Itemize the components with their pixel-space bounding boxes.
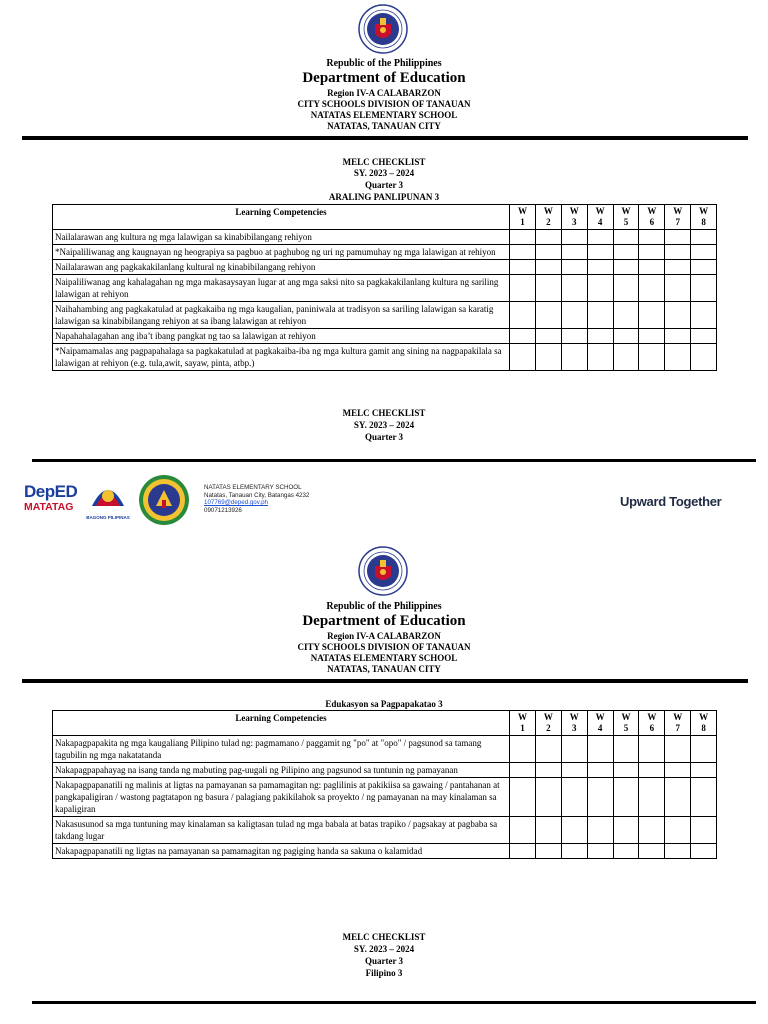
week-check-cell[interactable] [639,302,665,329]
competency-cell: Nailalarawan ang pagkakakilanlang kultural ng kinabibilangang rehiyon [53,260,510,275]
location-text: NATATAS, TANAUAN CITY [327,121,441,131]
week-check-cell[interactable] [665,260,691,275]
week-check-cell[interactable] [665,817,691,844]
table-row [53,260,717,275]
competency-table-esp [52,710,717,859]
week-check-cell[interactable] [691,844,717,859]
week-check-cell[interactable] [561,329,587,344]
week-check-cell[interactable] [510,329,536,344]
week-check-cell[interactable] [587,329,613,344]
week-check-cell[interactable] [561,817,587,844]
footer-phone: 09071213926 [204,506,242,514]
week-check-cell[interactable] [587,302,613,329]
week-check-cell[interactable] [691,275,717,302]
melc-title: MELC CHECKLIST [342,932,426,942]
week-check-cell[interactable] [535,844,561,859]
competency-cell: *Naipaliliwanag ang kaugnayan ng heograpiya sa pagbuo at paghubog ng uri ng pamumuhay ng mga lalawigan at rehiyon [53,245,510,260]
week-check-cell[interactable] [510,778,536,817]
week-header: W 2 [535,205,561,230]
week-check-cell[interactable] [691,260,717,275]
week-check-cell[interactable] [613,260,639,275]
division-text: CITY SCHOOLS DIVISION OF TANAUAN [297,99,471,109]
week-check-cell[interactable] [561,778,587,817]
week-check-cell[interactable] [665,736,691,763]
week-header: W 6 [639,711,665,736]
week-header: W 7 [665,205,691,230]
week-check-cell[interactable] [587,245,613,260]
table-row [53,302,717,329]
week-check-cell[interactable] [535,260,561,275]
table-row [53,230,717,245]
bagong-pilipinas-logo-icon [86,480,130,514]
table-row [53,245,717,260]
week-header: W 8 [691,711,717,736]
week-check-cell[interactable] [691,302,717,329]
school-year: SY. 2023 – 2024 [353,944,415,954]
week-check-cell[interactable] [613,844,639,859]
week-check-cell[interactable] [639,260,665,275]
week-check-cell[interactable] [561,302,587,329]
week-check-cell[interactable] [561,230,587,245]
table-row [53,763,717,778]
republic-text: Republic of the Philippines [326,601,442,612]
week-check-cell[interactable] [639,778,665,817]
week-check-cell[interactable] [691,763,717,778]
week-header: W 5 [613,711,639,736]
week-check-cell[interactable] [561,275,587,302]
bagong-pilipinas-text: BAGONG PILIPINAS [86,515,130,520]
week-check-cell[interactable] [639,230,665,245]
week-check-cell[interactable] [535,245,561,260]
quarter-label: Quarter 3 [364,180,404,190]
competency-table-ap [52,204,717,371]
week-check-cell[interactable] [665,344,691,371]
week-header: W 7 [665,711,691,736]
competency-cell: Nakapagpapahayag na isang tanda ng mabuting pag-uugali ng Pilipino ang pagsunod sa tuntunin ng pamayanan [53,763,510,778]
week-check-cell[interactable] [691,736,717,763]
week-header: W 8 [691,205,717,230]
week-check-cell[interactable] [587,817,613,844]
week-check-cell[interactable] [613,302,639,329]
region-text: Region IV-A CALABARZON [327,631,441,641]
school-seal-icon [138,474,190,526]
week-check-cell[interactable] [665,778,691,817]
week-header: W 2 [535,711,561,736]
week-check-cell[interactable] [613,344,639,371]
week-check-cell[interactable] [510,844,536,859]
week-check-cell[interactable] [535,329,561,344]
week-check-cell[interactable] [613,245,639,260]
week-header: W 1 [510,205,536,230]
week-check-cell[interactable] [535,763,561,778]
subject-title: ARALING PANLIPUNAN 3 [328,192,440,202]
competency-cell: Nakasusunod sa mga tuntuning may kinalaman sa kaligtasan tulad ng mga babala at batas trapiko / pagsakay at pagbaba sa takdang lugar [53,817,510,844]
week-check-cell[interactable] [691,778,717,817]
week-check-cell[interactable] [665,844,691,859]
week-check-cell[interactable] [510,302,536,329]
week-check-cell[interactable] [535,344,561,371]
table-row [53,344,717,371]
week-check-cell[interactable] [691,329,717,344]
deped-matatag-logo: DepED MATATAG [24,482,78,513]
week-check-cell[interactable] [665,245,691,260]
week-check-cell[interactable] [587,275,613,302]
competency-cell: Nakapagpapanatili ng malinis at ligtas na pamayanan sa pamamagitan ng: paglilinis at pakikiisa sa gawaing / pantahanan at pangkapaligiran / wastong pagtatapon ng basura / palagiang pakikilahok sa proyekto / ng pamayanan na may kinalaman sa kapaligiran [53,778,510,817]
week-header: W 1 [510,711,536,736]
week-check-cell[interactable] [587,736,613,763]
week-header: W 4 [587,205,613,230]
week-check-cell[interactable] [639,817,665,844]
competency-cell: *Naipamamalas ang pagpapahalaga sa pagkakatulad at pagkakaiba-iba ng mga kultura gamit ang sining na nagpapakilala sa lalawigan at rehiyon (e.g. tula,awit, sayaw, pinta, atbp.) [53,344,510,371]
table-row [53,817,717,844]
table-header-row [53,205,717,230]
week-check-cell[interactable] [535,736,561,763]
school-text: NATATAS ELEMENTARY SCHOOL [310,110,458,120]
week-check-cell[interactable] [665,329,691,344]
week-check-cell[interactable] [665,302,691,329]
email-link[interactable]: 107769@deped.gov.ph [204,499,268,506]
table-row [53,275,717,302]
week-check-cell[interactable] [639,344,665,371]
week-check-cell[interactable] [691,817,717,844]
week-check-cell[interactable] [510,736,536,763]
department-title: Department of Education [302,613,466,629]
week-check-cell[interactable] [639,329,665,344]
week-check-cell[interactable] [613,736,639,763]
week-check-cell[interactable] [510,260,536,275]
week-check-cell[interactable] [561,344,587,371]
header-divider [22,136,748,140]
deped-seal-icon [358,546,408,596]
week-check-cell[interactable] [535,302,561,329]
week-check-cell[interactable] [639,844,665,859]
subject-title: Filipino 3 [365,968,403,978]
department-title: Department of Education [302,70,466,86]
subject-title: Edukasyon sa Pagpapakatao 3 [325,699,443,709]
week-check-cell[interactable] [561,736,587,763]
week-header: W 3 [561,205,587,230]
week-check-cell[interactable] [510,763,536,778]
week-check-cell[interactable] [691,230,717,245]
week-check-cell[interactable] [613,230,639,245]
week-check-cell[interactable] [510,230,536,245]
week-check-cell[interactable] [639,736,665,763]
week-header: W 3 [561,711,587,736]
header-divider [22,679,748,683]
region-text: Region IV-A CALABARZON [327,88,441,98]
week-check-cell[interactable] [587,260,613,275]
week-check-cell[interactable] [613,275,639,302]
week-check-cell[interactable] [613,763,639,778]
week-check-cell[interactable] [510,817,536,844]
school-year: SY. 2023 – 2024 [353,168,415,178]
week-header: W 4 [587,711,613,736]
week-check-cell[interactable] [587,763,613,778]
week-check-cell[interactable] [535,230,561,245]
week-check-cell[interactable] [535,817,561,844]
week-check-cell[interactable] [639,275,665,302]
competency-cell: Nakapagpapakita ng mga kaugaliang Pilipino tulad ng: pagmamano / paggamit ng "po" at "opo" / pagsunod sa tamang tagubilin ng mga nakatatanda [53,736,510,763]
school-year: SY. 2023 – 2024 [353,420,415,430]
week-check-cell[interactable] [535,275,561,302]
competency-cell: Napahahalagahan ang iba’t ibang pangkat ng tao sa lalawigan at rehiyon [53,329,510,344]
week-check-cell[interactable] [691,344,717,371]
week-check-cell[interactable] [613,778,639,817]
footer-address: Natatas, Tanauan City, Batangas 4232 [204,491,310,499]
location-text: NATATAS, TANAUAN CITY [327,664,441,674]
competencies-header: Learning Competencies [53,711,510,736]
week-check-cell[interactable] [587,344,613,371]
competencies-header: Learning Competencies [53,205,510,230]
republic-text: Republic of the Philippines [326,58,442,69]
table-row [53,736,717,763]
week-check-cell[interactable] [587,844,613,859]
table-row [53,844,717,859]
week-check-cell[interactable] [510,275,536,302]
week-check-cell[interactable] [561,763,587,778]
week-check-cell[interactable] [561,260,587,275]
section-divider [32,1001,756,1004]
upward-together-logo: Upward Together [620,494,722,509]
quarter-label: Quarter 3 [364,432,404,442]
division-text: CITY SCHOOLS DIVISION OF TANAUAN [297,642,471,652]
week-header: W 6 [639,205,665,230]
competency-cell: Nakapagpapanatili ng ligtas na pamayanan sa pamamagitan ng pagiging handa sa sakuna o kalamidad [53,844,510,859]
competency-cell: Naipaliliwanag ang kahalagahan ng mga makasaysayan lugar at ang mga saksi nito sa pagkakakilanlang kultura ng sariling lalawigan at rehiyon [53,275,510,302]
week-check-cell[interactable] [587,778,613,817]
table-header-row [53,711,717,736]
week-check-cell[interactable] [535,778,561,817]
week-check-cell[interactable] [561,844,587,859]
school-contact [204,484,309,514]
quarter-label: Quarter 3 [364,956,404,966]
week-check-cell[interactable] [639,245,665,260]
week-check-cell[interactable] [665,275,691,302]
week-check-cell[interactable] [691,245,717,260]
week-check-cell[interactable] [613,817,639,844]
school-text: NATATAS ELEMENTARY SCHOOL [310,653,458,663]
week-check-cell[interactable] [665,230,691,245]
week-check-cell[interactable] [613,329,639,344]
table-row [53,778,717,817]
week-check-cell[interactable] [561,245,587,260]
week-check-cell[interactable] [510,245,536,260]
week-check-cell[interactable] [665,763,691,778]
week-header: W 5 [613,205,639,230]
competency-cell: Nailalarawan ang kultura ng mga lalawigan sa kinabibilangang rehiyon [53,230,510,245]
footer-school-name: NATATAS ELEMENTARY SCHOOL [204,484,302,491]
table-row [53,329,717,344]
week-check-cell[interactable] [587,230,613,245]
melc-title: MELC CHECKLIST [342,157,426,167]
week-check-cell[interactable] [639,763,665,778]
deped-seal-icon [358,4,408,54]
week-check-cell[interactable] [510,344,536,371]
competency-cell: Naihahambing ang pagkakatulad at pagkakaiba ng mga kaugalian, paniniwala at tradisyon sa sariling lalawigan sa karatig lalawigan sa kinabibilangang rehiyon at sa ibang lalawigan at rehiyon [53,302,510,329]
melc-title: MELC CHECKLIST [342,408,426,418]
section-divider [32,459,756,462]
